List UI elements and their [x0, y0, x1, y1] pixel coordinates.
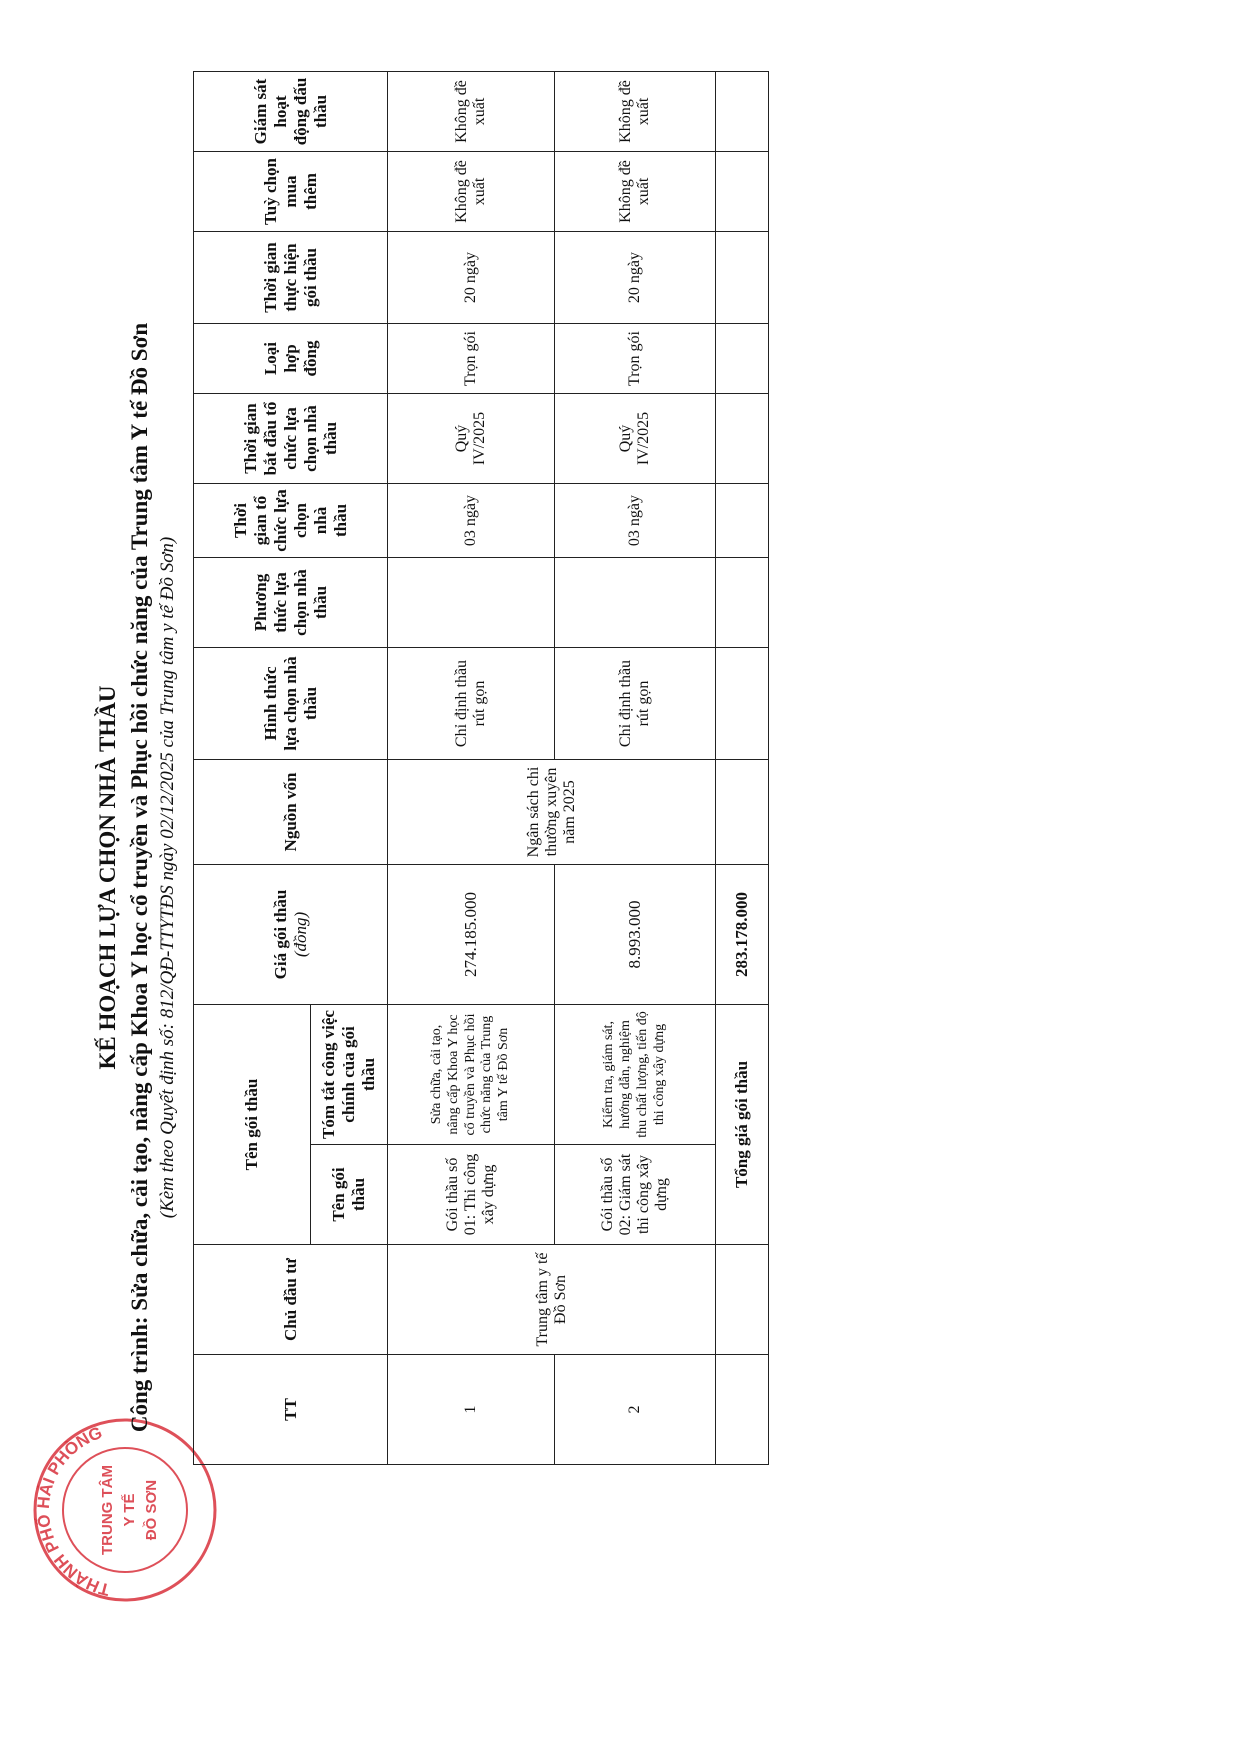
row2-name: Gói thầu số 02: Giám sát thi công xây dựng	[555, 1145, 716, 1245]
total-owner	[716, 1245, 769, 1355]
row2-contract: Trọn gói	[555, 324, 716, 394]
total-row	[716, 72, 769, 1465]
document-title: KẾ HOẠCH LỰA CHỌN NHÀ THẦU	[95, 685, 120, 1070]
row1-exec-time: 20 ngày	[388, 232, 555, 324]
header-summary: Tóm tắt công việc chính của gói thầu	[311, 1005, 388, 1145]
stamp-line3: ĐỒ SƠN	[143, 1479, 160, 1541]
row2-exec-time: 20 ngày	[555, 232, 716, 324]
header-supervision: Giám sát hoạt động đấu thầu	[194, 72, 388, 152]
row1-option: Không đề xuất	[388, 152, 555, 232]
header-price-label: Giá gói thầu	[270, 889, 290, 980]
stamp-outer-text: THÀNH PHỐ HẢI PHÒNG	[33, 1422, 112, 1600]
total-tt	[716, 1355, 769, 1465]
header-row	[194, 72, 311, 1465]
header-start: Thời gian bắt đầu tổ chức lựa chọn nhà thầu	[194, 394, 388, 484]
header-form: Hình thức lựa chọn nhà thầu	[194, 648, 388, 760]
row1-name: Gói thầu số 01: Thi công xây dựng	[388, 1145, 555, 1245]
owner-cell: Trung tâm y tế Đồ Sơn	[388, 1245, 716, 1355]
official-stamp	[30, 1415, 220, 1605]
header-package-name: Tên gói thầu	[311, 1145, 388, 1245]
stamp-line2: Y TẾ	[121, 1493, 138, 1527]
row2-price: 8.993.000	[555, 865, 716, 1005]
row1-form: Chỉ định thầu rút gọn	[388, 648, 555, 760]
header-method: Phương thức lựa chọn nhà thầu	[194, 558, 388, 648]
header-price-unit: (đồng)	[290, 911, 310, 958]
row2-supervision: Không đề xuất	[555, 72, 716, 152]
row2-duration: 03 ngày	[555, 484, 716, 558]
row1-method	[388, 558, 555, 648]
header-price	[194, 865, 388, 1005]
row1-summary: Sửa chữa, cải tạo, nâng cấp Khoa Y học cổ truyền và Phục hồi chức năng của Trung tâm Y tế Đồ Sơn	[388, 1005, 555, 1145]
row2-tt: 2	[555, 1355, 716, 1465]
stamp-line1: TRUNG TÂM	[99, 1465, 116, 1555]
header-contract: Loại hợp đồng	[194, 324, 388, 394]
header-source: Nguồn vốn	[194, 760, 388, 865]
header-tt: TT	[194, 1355, 388, 1465]
row2-summary: Kiểm tra, giám sát, hướng dẫn, nghiệm thu chất lượng, tiến độ thi công xây dựng	[555, 1005, 716, 1145]
row1-tt: 1	[388, 1355, 555, 1465]
row2-method	[555, 558, 716, 648]
decision-note: (Kèm theo Quyết định số: 812/QĐ-TTYTĐS ngày 02/12/2025 của Trung tâm y tế Đồ Sơn)	[157, 536, 178, 1219]
header-option: Tuỳ chọn mua thêm	[194, 152, 388, 232]
header-package-group: Tên gói thầu	[194, 1005, 311, 1245]
row1-start: Quý IV/2025	[388, 394, 555, 484]
row2-start: Quý IV/2025	[555, 394, 716, 484]
source-cell: Ngân sách chi thường xuyên năm 2025	[388, 760, 716, 865]
header-owner: Chủ đầu tư	[194, 1245, 388, 1355]
total-label: Tổng giá gói thầu	[716, 1005, 769, 1245]
row2-form: Chỉ định thầu rút gọn	[555, 648, 716, 760]
header-duration: Thời gian tổ chức lựa chọn nhà thầu	[194, 484, 388, 558]
row1-contract: Trọn gói	[388, 324, 555, 394]
total-value: 283.178.000	[716, 865, 769, 1005]
header-exec-time: Thời gian thực hiện gói thầu	[194, 232, 388, 324]
table-row	[388, 72, 555, 1465]
row1-supervision: Không đề xuất	[388, 72, 555, 152]
bidding-plan-table	[193, 71, 769, 1465]
row2-option: Không đề xuất	[555, 152, 716, 232]
row1-duration: 03 ngày	[388, 484, 555, 558]
project-subtitle: Công trình: Sửa chữa, cải tạo, nâng cấp Khoa Y học cổ truyền và Phục hồi chức năng của Trung tâm Y tế Đồ Sơn	[127, 322, 152, 1433]
row1-price: 274.185.000	[388, 865, 555, 1005]
